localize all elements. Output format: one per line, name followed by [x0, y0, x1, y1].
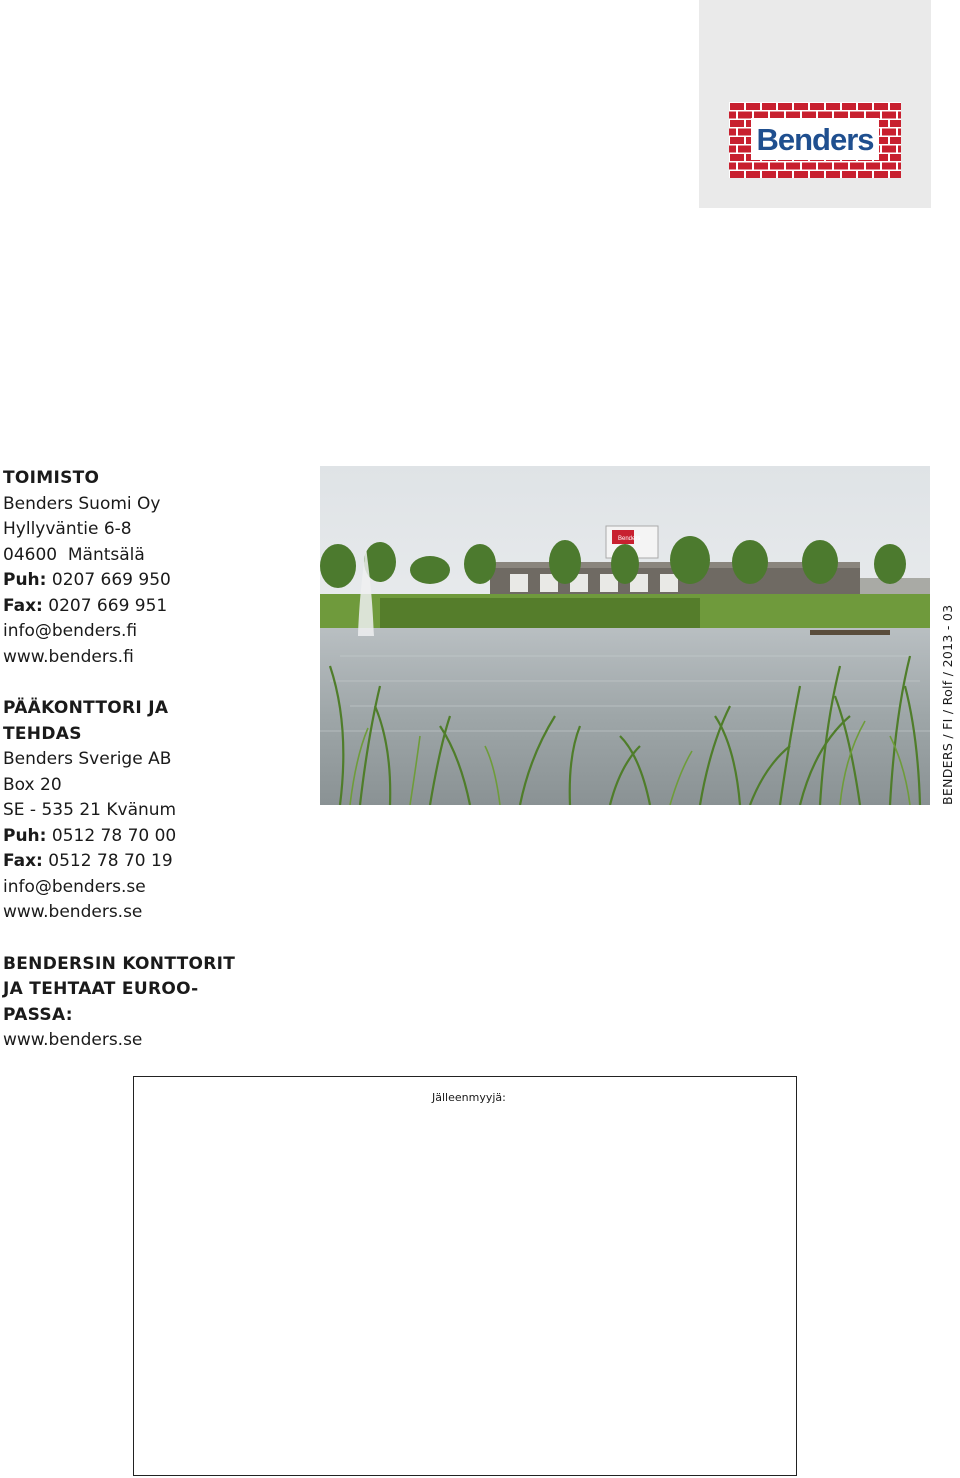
toimisto-company: Benders Suomi Oy — [3, 493, 161, 514]
toimisto-postal: 04600 Mäntsälä — [3, 544, 145, 565]
toimisto-email: info@benders.fi — [3, 621, 138, 641]
toimisto-street: Hyllyväntie 6-8 — [3, 519, 132, 539]
paakonttori-web: www.benders.se — [3, 902, 143, 922]
dealer-stamp-box — [133, 1076, 797, 1476]
dealer-label: Jälleenmyyjä: — [432, 1091, 506, 1104]
fax-label: Fax: — [3, 851, 43, 871]
phone-label: Puh: — [3, 825, 47, 846]
toimisto-heading: TOIMISTO — [3, 468, 100, 488]
phone-value: 0207 669 950 — [46, 570, 171, 590]
toimisto-web: www.benders.fi — [3, 646, 134, 667]
europe-heading-3: PASSA: — [3, 1004, 73, 1025]
phone-value: 0512 78 70 00 — [46, 825, 177, 846]
benders-logo — [729, 102, 901, 178]
paakonttori-email: info@benders.se — [3, 876, 146, 897]
contact-column — [3, 466, 303, 1054]
paakonttori-heading-2: TEHDAS — [3, 723, 82, 744]
paakonttori-phone — [3, 824, 303, 850]
logo-wordmark: Benders — [756, 122, 874, 157]
toimisto-fax — [3, 594, 303, 620]
paakonttori-fax — [3, 849, 303, 875]
paakonttori-heading-1: PÄÄKONTTORI JA — [3, 698, 169, 718]
europe-heading-2: JA TEHTAAT EUROO- — [3, 979, 199, 999]
logo-area — [699, 0, 931, 208]
phone-label: Puh: — [3, 570, 47, 590]
fax-value: 0512 78 70 19 — [42, 851, 173, 871]
paakonttori-box: Box 20 — [3, 774, 62, 795]
print-code-vertical: BENDERS / FI / Rolf / 2013 - 03 — [940, 604, 955, 805]
factory-pond-photo — [320, 466, 930, 805]
europe-web: www.benders.se — [3, 1030, 143, 1050]
europe-heading-1: BENDERSIN KONTTORIT — [3, 953, 236, 974]
fax-value: 0207 669 951 — [42, 595, 168, 616]
sign-text: Benders — [618, 536, 641, 542]
paakonttori-postal: SE - 535 21 Kvänum — [3, 800, 177, 820]
toimisto-phone — [3, 568, 303, 594]
fax-label: Fax: — [3, 595, 43, 616]
paakonttori-company: Benders Sverige AB — [3, 749, 172, 769]
